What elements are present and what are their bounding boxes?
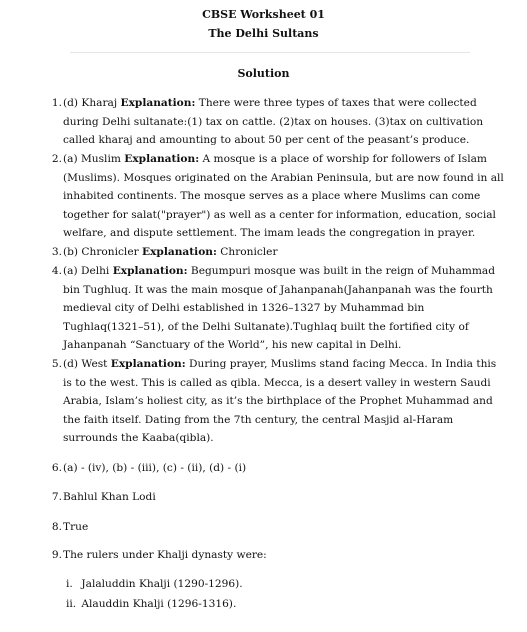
sub-item-number: i. (66, 578, 73, 590)
explanation-text: There were three types of taxes that were collected during Delhi sultanate:(1) tax on cattle. (2)tax on houses. (3)tax on cultivation called kharaj and amounting to about 50 per cent of the peasant’s produce. (63, 97, 484, 147)
explanation-text: Chronicler (220, 246, 278, 258)
explanation-label: Explanation: (142, 246, 217, 258)
explanation-text: During prayer, Muslims stand facing Mecca. In India this is to the west. This is called as qibla. Mecca, is a desert valley in western Saudi Arabia, Islam’s holiest city, as it’s the birthplace of the Prophet Muhammad and the faith itself. Dating from the 7th century, the central Masjid al-Haram surrounds the Kaaba(qibla). (63, 358, 497, 445)
explanation-label: Explanation: (112, 265, 188, 277)
item-number: 9. (51, 549, 62, 561)
item-number: 1. (51, 97, 62, 109)
explanation-label: Explanation: (120, 97, 196, 109)
answer-choice: (d) West (63, 358, 108, 370)
explanation-text: Begumpuri mosque was built in the reign of Muhammad bin Tughluq. It was the main mosque of Jahanpanah(Jahanpanah was the fourth medieval city of Delhi established in 1326–1327 by Muhammad bin Tughlaq(1321–51), of the Delhi Sultanate).Tughlaq built the fortified city of Jahanpanah “Sanctuary of the World”, his new capital in Delhi. (63, 265, 495, 352)
sub-item-text: Jalaluddin Khalji (1290-1296). (81, 578, 243, 590)
item-number: 8. (51, 521, 62, 533)
item-number: 7. (51, 491, 62, 503)
worksheet-title: CBSE Worksheet 01 (202, 8, 325, 21)
answer-text: True (63, 521, 89, 533)
explanation-label: Explanation: (124, 153, 200, 165)
sub-item-text: Alauddin Khalji (1296-1316). (81, 598, 237, 610)
explanation-text: A mosque is a place of worship for followers of Islam (Muslims). Mosques originated on the Arabian Peninsula, but are now found in all inhabited continents. The mosque serves as a place where Muslims can come together for salat("prayer") as well as a center for information, education, social welfare, and dispute settlement. The imam leads the congregation in prayer. (63, 153, 504, 240)
section-heading: Solution (237, 67, 290, 80)
answer-choice: (d) Kharaj (63, 97, 118, 109)
worksheet-subtitle: The Delhi Sultans (208, 27, 319, 40)
divider (70, 52, 470, 53)
sub-item-number: ii. (66, 598, 77, 610)
item-number: 4. (51, 265, 62, 277)
answer-text: The rulers under Khalji dynasty were: (63, 549, 267, 561)
item-number: 3. (51, 246, 62, 258)
answer-text: Bahlul Khan Lodi (63, 491, 156, 503)
item-number: 2. (51, 153, 62, 165)
answer-choice: (a) Delhi (63, 265, 110, 277)
sub-item-2 (66, 595, 236, 614)
item-number: 6. (51, 462, 62, 474)
sub-item-1 (66, 575, 243, 594)
explanation-label: Explanation: (110, 358, 186, 370)
answer-text: (a) - (iv), (b) - (iii), (c) - (ii), (d) - (i) (63, 462, 247, 474)
answer-choice: (b) Chronicler (63, 246, 139, 258)
answer-choice: (a) Muslim (63, 153, 121, 165)
item-number: 5. (51, 358, 62, 370)
